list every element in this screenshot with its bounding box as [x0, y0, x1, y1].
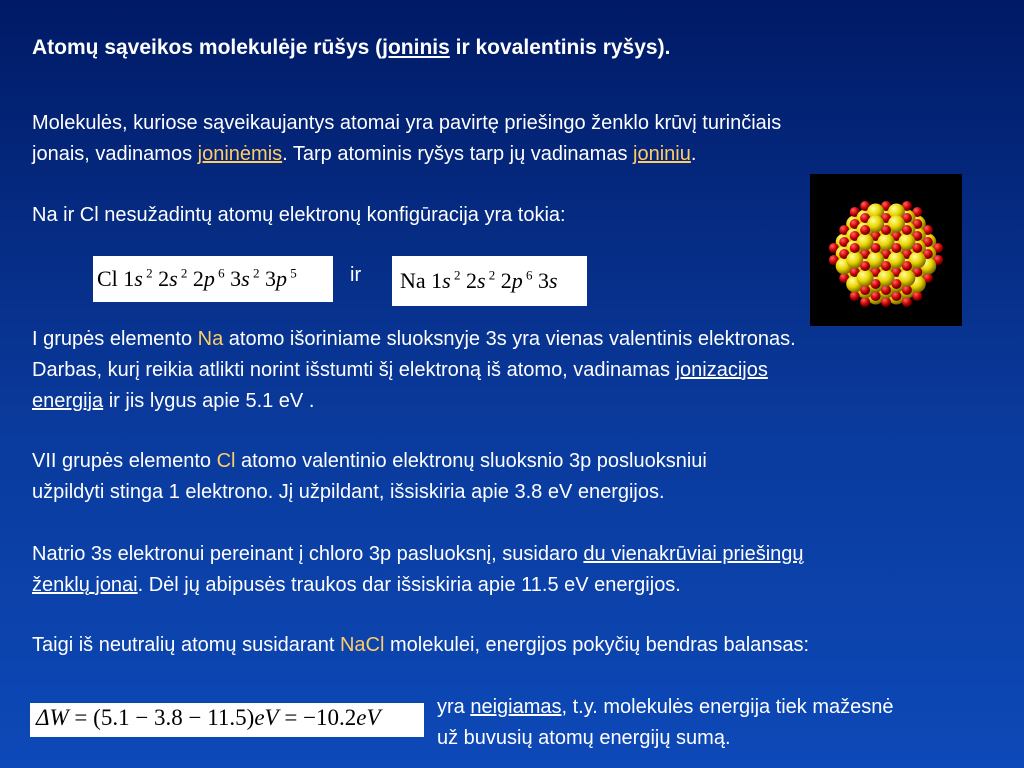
p1-line1: Molekulės, kuriose sąveikaujantys atomai yra pavirtę priešingo ženklo krūvį turinčiais: [32, 112, 782, 134]
sodium-ion-sphere: [871, 279, 881, 289]
ions-link-part2[interactable]: ženklų jonai: [32, 574, 138, 596]
cl-orbital: 1s $^2$: [123, 265, 153, 291]
p4-text-a: VII grupės elemento: [32, 450, 217, 472]
p6-text-a: Taigi iš neutralių atomų susidarant: [32, 634, 340, 656]
eq-unit: eV: [254, 705, 279, 730]
paragraph-conclusion: [437, 692, 894, 754]
sodium-ion-sphere: [902, 261, 912, 271]
element-na: Na: [197, 328, 224, 350]
p3-line3: [32, 386, 796, 417]
eq-lhs: ΔW: [36, 705, 69, 730]
sodium-ion-sphere: [881, 225, 891, 235]
negative-link[interactable]: neigiamas: [470, 696, 562, 718]
paragraph-configuration-intro: Na ir Cl nesužadintų atomų elektronų konfigūracija yra tokia:: [32, 204, 566, 226]
cl-element-symbol: Cl: [97, 266, 118, 291]
p3-line1: [32, 324, 796, 355]
p5-text-b: . Dėl jų abipusės traukos dar išsiskiria apie 11.5 eV energijos.: [137, 574, 681, 596]
conjunction-ir: ir: [350, 264, 362, 286]
na-orbitals: [431, 268, 557, 293]
p4-line1: [32, 446, 707, 477]
cl-electron-configuration: [93, 256, 333, 302]
sodium-ion-sphere: [850, 243, 860, 253]
energy-balance-equation: [30, 703, 424, 737]
sodium-ion-sphere: [912, 243, 922, 253]
p5-line1: [32, 539, 804, 570]
cl-orbital: 2s $^2$: [152, 265, 188, 291]
element-cl: Cl: [216, 450, 236, 472]
na-orbital: 2s $^2$: [460, 267, 496, 293]
na-electron-configuration: [392, 256, 587, 306]
p3-line2: [32, 355, 796, 386]
sodium-ion-sphere: [860, 261, 870, 271]
cl-orbitals: [123, 266, 296, 291]
cl-orbital: 3p $^5$: [259, 265, 297, 291]
molecule-nacl: NaCl: [339, 634, 385, 656]
conclusion-line2: už buvusių atomų energijų sumą.: [437, 727, 731, 749]
cl-orbital: 2p $^6$: [187, 265, 225, 291]
p1-text-b: . Tarp atominis ryšys tarp jų vadinamas: [282, 143, 634, 165]
p1-line2: [32, 139, 781, 170]
sodium-ion-sphere: [881, 261, 891, 271]
paragraph-ion-formation: [32, 539, 804, 601]
p4-line2: užpildyti stinga 1 elektrono. Jį užpildant, išsiskiria apie 3.8 eV energijos.: [32, 481, 665, 503]
na-element-symbol: Na: [400, 268, 426, 293]
eq-expression: (5.1 − 3.8 − 11.5): [93, 705, 255, 730]
sodium-ion-sphere: [891, 279, 901, 289]
eq-result: = −10.2: [278, 705, 357, 730]
eq-equals-1: =: [68, 705, 94, 730]
ionization-link-part1[interactable]: jonizacijos: [675, 359, 768, 381]
paragraph-ionic-definition: [32, 108, 781, 170]
sodium-ion-sphere: [860, 225, 870, 235]
paragraph-energy-balance: [32, 630, 809, 661]
paragraph-chlorine-affinity: [32, 446, 707, 508]
title-link-joninis[interactable]: joninis: [382, 36, 450, 59]
paragraph-sodium-ionization: [32, 324, 796, 417]
conclusion-text-a: yra: [437, 696, 471, 718]
nacl-crystal-lattice-icon: [810, 174, 962, 326]
p3-text-a: I grupės elemento: [32, 328, 198, 350]
title-pre: Atomų sąveikos molekulėje rūšys (: [32, 36, 383, 59]
na-orbital: 2p $^6$: [495, 267, 533, 293]
term-joniniu-link[interactable]: joniniu: [633, 143, 691, 165]
conclusion-line1: [437, 692, 894, 723]
cl-orbital: 3s $^2$: [224, 265, 260, 291]
sodium-ion-sphere: [891, 243, 901, 253]
p3-text-d: ir jis lygus apie 5.1 eV .: [103, 390, 315, 412]
ions-link-part1[interactable]: du vienakrūviai priešingų: [583, 543, 804, 565]
sodium-ion-sphere: [871, 243, 881, 253]
p1-text-c: .: [690, 143, 697, 165]
p4-text-b: atomo valentinio elektronų sluoksnio 3p posluoksniui: [235, 450, 707, 472]
eq-unit-2: eV: [356, 705, 381, 730]
term-joninemis-link[interactable]: joninėmis: [197, 143, 283, 165]
p1-text-a: jonais, vadinamos: [32, 143, 198, 165]
p6-text-b: molekulei, energijos pokyčių bendras balansas:: [384, 634, 810, 656]
slide-title: [32, 36, 670, 60]
p5-text-a: Natrio 3s elektronui pereinant į chloro 3p pasluoksnį, susidaro: [32, 543, 584, 565]
conclusion-text-b: , t.y. molekulės energija tiek mažesnė: [561, 696, 894, 718]
p3-text-c: Darbas, kurį reikia atlikti norint išstumti šį elektroną iš atomo, vadinamas: [32, 359, 676, 381]
sodium-ion-sphere: [902, 225, 912, 235]
na-orbital: 3s: [532, 268, 558, 293]
ionization-link-part2[interactable]: energija: [32, 390, 104, 412]
title-post: ir kovalentinis ryšys).: [449, 36, 671, 59]
na-orbital: 1s $^2$: [431, 267, 461, 293]
p5-line2: [32, 570, 804, 601]
p3-text-b: atomo išoriniame sluoksnyje 3s yra vienas valentinis elektronas.: [223, 328, 796, 350]
